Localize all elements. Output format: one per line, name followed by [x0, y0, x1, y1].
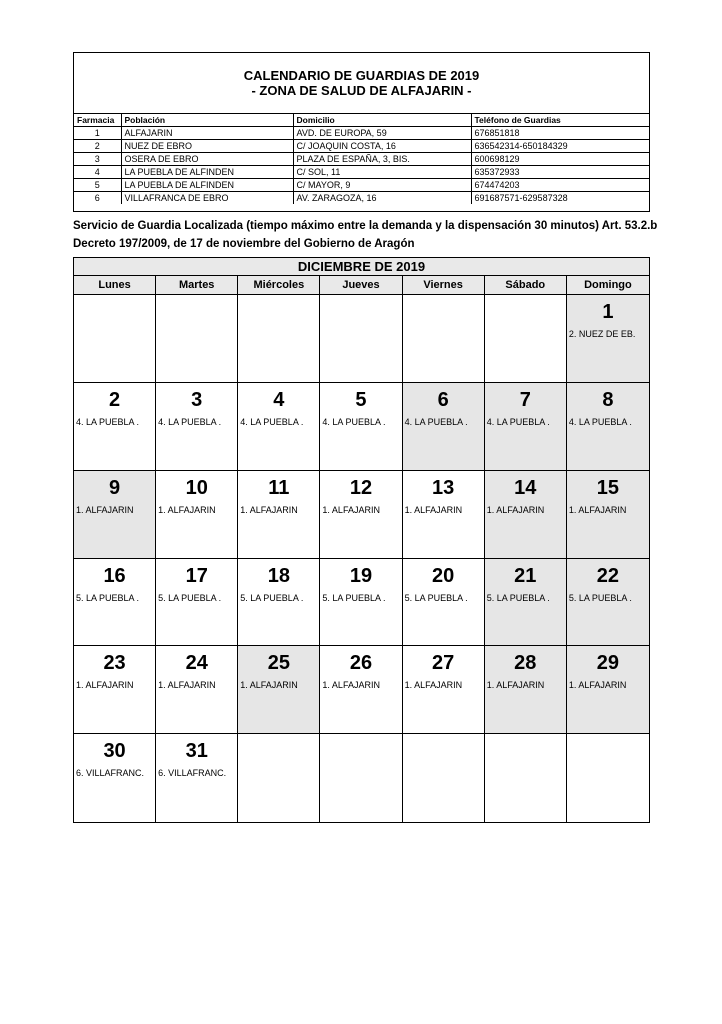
calendar-day-cell [74, 295, 156, 383]
weekday-label: Lunes [74, 276, 156, 294]
weekday-label: Viernes [403, 276, 485, 294]
day-number: 24 [185, 652, 208, 675]
calendar-day-cell [485, 559, 567, 647]
table-row [74, 192, 649, 205]
day-number: 20 [432, 564, 455, 587]
day-number: 22 [596, 564, 620, 587]
calendar-day-cell [567, 646, 649, 734]
day-number: 12 [349, 476, 373, 499]
calendar-day-cell [238, 559, 320, 647]
calendar-day-cell [403, 383, 485, 471]
pharmacy-table-header [74, 114, 649, 127]
pharmacy-town: OSERA DE EBRO [121, 153, 293, 166]
weekday-label: Sábado [485, 276, 567, 294]
day-number: 14 [514, 476, 537, 499]
calendar-day-cell [74, 471, 156, 559]
calendar-day-cell [485, 471, 567, 559]
day-number: 9 [109, 476, 121, 499]
duty-pharmacy: 1. ALFAJARIN [240, 504, 298, 515]
table-row [74, 179, 649, 192]
pharmacy-town: ALFAJARIN [121, 127, 293, 140]
duty-pharmacy: 5. LA PUEBLA . [486, 592, 550, 603]
duty-pharmacy: 5. LA PUEBLA . [240, 592, 304, 603]
service-note-line: Servicio de Guardia Localizada (tiempo máximo entre la demanda y la dispensación 30 minutos) Art. 53.2.b [73, 220, 658, 232]
duty-pharmacy: 1. ALFAJARIN [322, 680, 380, 691]
pharmacy-address: C/ JOAQUIN COSTA, 16 [293, 140, 471, 153]
calendar-day-cell [485, 383, 567, 471]
day-number: 30 [103, 740, 126, 763]
day-number: 21 [514, 564, 537, 587]
column-header: Domicilio [293, 114, 471, 127]
pharmacy-number: 3 [74, 153, 121, 166]
duty-pharmacy: 4. LA PUEBLA . [568, 416, 632, 427]
day-number: 10 [185, 476, 208, 499]
calendar-day-cell [567, 383, 649, 471]
day-number: 4 [273, 388, 285, 411]
duty-pharmacy: 6. VILLAFRANC. [76, 768, 145, 779]
day-number: 16 [103, 564, 126, 587]
duty-pharmacy: 5. LA PUEBLA . [568, 592, 632, 603]
duty-pharmacy: 1. ALFAJARIN [322, 504, 380, 515]
duty-pharmacy: 5. LA PUEBLA . [76, 592, 140, 603]
day-number: 3 [191, 388, 203, 411]
calendar-day-cell [156, 734, 238, 822]
month-title: DICIEMBRE DE 2019 [74, 258, 649, 276]
pharmacy-address: C/ MAYOR, 9 [293, 179, 471, 192]
calendar-grid [74, 295, 649, 822]
calendar-day-cell [156, 383, 238, 471]
pharmacy-address: AV. ZARAGOZA, 16 [293, 192, 471, 205]
pharmacy-town: LA PUEBLA DE ALFINDEN [121, 166, 293, 179]
pharmacy-number: 4 [74, 166, 121, 179]
title-area [74, 53, 649, 114]
pharmacy-table [74, 114, 649, 204]
pharmacy-town: NUEZ DE EBRO [121, 140, 293, 153]
duty-pharmacy: 4. LA PUEBLA . [322, 416, 386, 427]
column-header: Teléfono de Guardias [471, 114, 649, 127]
calendar-day-cell [238, 471, 320, 559]
duty-pharmacy: 5. LA PUEBLA . [158, 592, 222, 603]
pharmacy-address: C/ SOL, 11 [293, 166, 471, 179]
pharmacy-number: 5 [74, 179, 121, 192]
duty-pharmacy: 4. LA PUEBLA . [158, 416, 222, 427]
pharmacy-phone: 636542314-650184329 [471, 140, 649, 153]
duty-pharmacy: 1. ALFAJARIN [568, 504, 627, 515]
calendar-day-cell [320, 646, 402, 734]
day-number: 7 [519, 388, 531, 411]
pharmacy-phone: 691687571-629587328 [471, 192, 649, 205]
weekday-label: Jueves [320, 276, 402, 294]
pharmacy-number: 1 [74, 127, 121, 140]
pharmacy-phone: 676851818 [471, 127, 649, 140]
weekday-header [74, 276, 649, 295]
calendar-day-cell [238, 646, 320, 734]
calendar-day-cell [156, 471, 238, 559]
calendar-day-cell [156, 646, 238, 734]
column-header: Farmacia [74, 114, 121, 127]
duty-pharmacy: 1. ALFAJARIN [240, 680, 298, 691]
page-title: CALENDARIO DE GUARDIAS DE 2019 [243, 68, 480, 83]
duty-pharmacy: 4. LA PUEBLA . [76, 416, 140, 427]
calendar-day-cell [320, 734, 402, 822]
page-subtitle: - ZONA DE SALUD DE ALFAJARIN - [251, 83, 472, 98]
duty-pharmacy: 4. LA PUEBLA . [486, 416, 550, 427]
duty-pharmacy: 1. ALFAJARIN [76, 504, 134, 515]
calendar-day-cell [74, 383, 156, 471]
calendar-day-cell [567, 471, 649, 559]
duty-pharmacy: 1. ALFAJARIN [486, 504, 545, 515]
duty-pharmacy: 5. LA PUEBLA . [404, 592, 468, 603]
duty-pharmacy: 4. LA PUEBLA . [240, 416, 304, 427]
duty-pharmacy: 1. ALFAJARIN [404, 504, 463, 515]
calendar-day-cell [403, 471, 485, 559]
pharmacy-number: 6 [74, 192, 121, 205]
calendar-day-cell [485, 646, 567, 734]
duty-pharmacy: 1. ALFAJARIN [158, 680, 216, 691]
table-row [74, 153, 649, 166]
day-number: 15 [596, 476, 620, 499]
duty-pharmacy: 2. NUEZ DE EB. [568, 329, 636, 339]
calendar-day-cell [403, 646, 485, 734]
calendar-day-cell [567, 295, 649, 383]
calendar [73, 257, 650, 823]
pharmacy-address: PLAZA DE ESPAÑA, 3, BIS. [293, 153, 471, 166]
day-number: 29 [596, 652, 620, 675]
weekday-label: Miércoles [238, 276, 320, 294]
calendar-day-cell [485, 295, 567, 383]
pharmacy-phone: 674474203 [471, 179, 649, 192]
calendar-day-cell [238, 734, 320, 822]
duty-pharmacy: 5. LA PUEBLA . [322, 592, 386, 603]
calendar-day-cell [320, 559, 402, 647]
day-number: 11 [268, 476, 290, 499]
service-note-line: Decreto 197/2009, de 17 de noviembre del Gobierno de Aragón [73, 238, 415, 250]
day-number: 1 [602, 301, 614, 323]
pharmacy-phone: 635372933 [471, 166, 649, 179]
service-note [73, 217, 673, 253]
duty-pharmacy: 1. ALFAJARIN [486, 680, 545, 691]
table-row [74, 166, 649, 179]
pharmacy-address: AVD. DE EUROPA, 59 [293, 127, 471, 140]
calendar-day-cell [567, 559, 649, 647]
day-number: 17 [185, 564, 208, 587]
column-header: Población [121, 114, 293, 127]
calendar-day-cell [156, 295, 238, 383]
calendar-day-cell [74, 646, 156, 734]
duty-pharmacy: 4. LA PUEBLA . [404, 416, 468, 427]
day-number: 13 [432, 476, 455, 499]
day-number: 5 [355, 388, 367, 411]
calendar-day-cell [567, 734, 649, 822]
pharmacy-number: 2 [74, 140, 121, 153]
table-row [74, 127, 649, 140]
calendar-day-cell [74, 559, 156, 647]
duty-pharmacy: 1. ALFAJARIN [568, 680, 627, 691]
duty-pharmacy: 6. VILLAFRANC. [158, 768, 227, 779]
day-number: 6 [437, 388, 449, 411]
pharmacy-town: LA PUEBLA DE ALFINDEN [121, 179, 293, 192]
header-box [73, 52, 650, 212]
calendar-day-cell [320, 471, 402, 559]
pharmacy-phone: 600698129 [471, 153, 649, 166]
day-number: 8 [602, 388, 614, 411]
weekday-label: Domingo [584, 279, 632, 291]
day-number: 27 [432, 652, 455, 675]
calendar-day-cell [403, 559, 485, 647]
day-number: 19 [349, 564, 373, 587]
calendar-day-cell [238, 383, 320, 471]
duty-pharmacy: 1. ALFAJARIN [158, 504, 216, 515]
day-number: 28 [514, 652, 537, 675]
pharmacy-town: VILLAFRANCA DE EBRO [121, 192, 293, 205]
day-number: 31 [185, 740, 208, 763]
calendar-day-cell [320, 295, 402, 383]
table-row [74, 140, 649, 153]
weekday-label: Martes [156, 276, 238, 294]
day-number: 26 [349, 652, 373, 675]
calendar-day-cell [485, 734, 567, 822]
calendar-day-cell [238, 295, 320, 383]
calendar-day-cell [74, 734, 156, 822]
calendar-day-cell [320, 383, 402, 471]
calendar-day-cell [403, 295, 485, 383]
calendar-day-cell [156, 559, 238, 647]
duty-pharmacy: 1. ALFAJARIN [404, 680, 463, 691]
day-number: 25 [267, 652, 290, 675]
duty-pharmacy: 1. ALFAJARIN [76, 680, 134, 691]
day-number: 23 [103, 652, 126, 675]
day-number: 18 [267, 564, 290, 587]
calendar-day-cell [403, 734, 485, 822]
day-number: 2 [109, 388, 121, 411]
